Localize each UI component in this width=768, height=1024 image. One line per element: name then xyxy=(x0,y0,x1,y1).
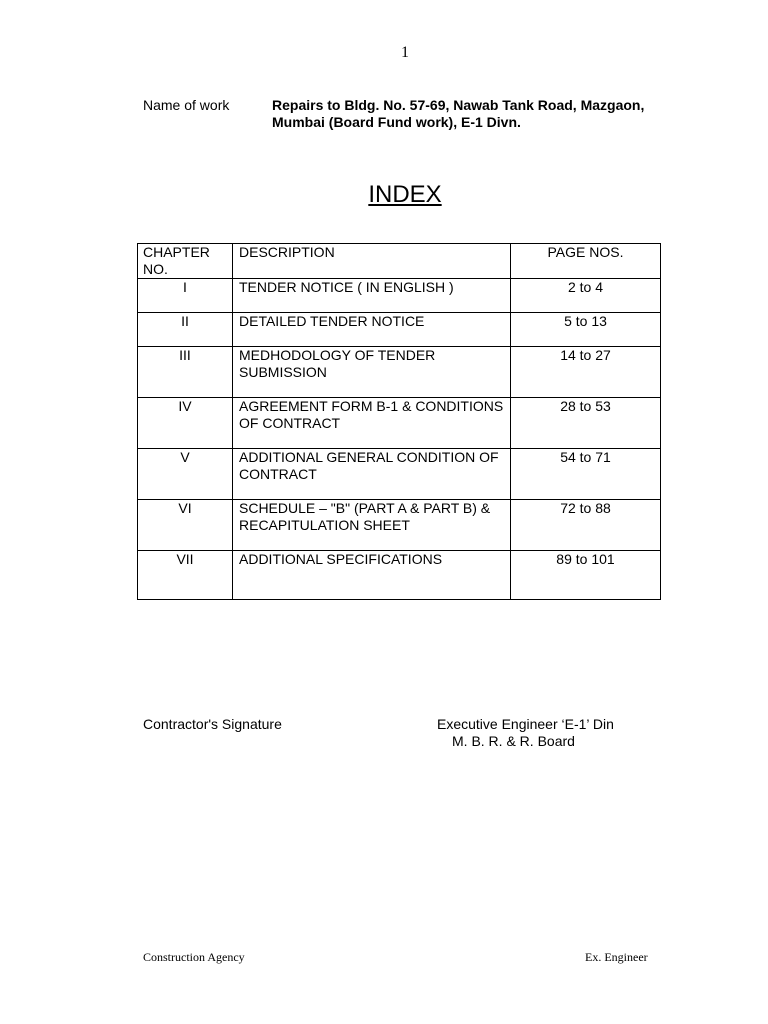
description-cell: AGREEMENT FORM B-1 & CONDITIONS OF CONTRACT xyxy=(233,398,511,449)
table-row xyxy=(138,500,661,551)
pages-cell: 72 to 88 xyxy=(511,500,661,551)
table-header-row xyxy=(138,244,661,279)
table-row xyxy=(138,449,661,500)
board-name: M. B. R. & R. Board xyxy=(452,733,575,749)
description-cell: ADDITIONAL SPECIFICATIONS xyxy=(233,551,511,600)
description-cell: TENDER NOTICE ( IN ENGLISH ) xyxy=(233,279,511,313)
pages-cell: 2 to 4 xyxy=(511,279,661,313)
pages-cell: 89 to 101 xyxy=(511,551,661,600)
chapter-cell: IV xyxy=(138,398,233,449)
header-chapter: CHAPTER NO. xyxy=(138,244,233,279)
footer-construction-agency: Construction Agency xyxy=(143,950,245,964)
executive-engineer-signature xyxy=(437,716,614,750)
pages-cell: 28 to 53 xyxy=(511,398,661,449)
executive-engineer-title: Executive Engineer ‘E-1’ Din xyxy=(437,716,614,732)
chapter-cell: VI xyxy=(138,500,233,551)
name-of-work-value xyxy=(272,97,672,131)
work-line-2: Mumbai (Board Fund work), E-1 Divn. xyxy=(272,114,521,130)
contractor-signature-label: Contractor's Signature xyxy=(143,716,282,732)
work-line-1: Repairs to Bldg. No. 57-69, Nawab Tank Road, Mazgaon, xyxy=(272,97,645,113)
description-cell: DETAILED TENDER NOTICE xyxy=(233,313,511,347)
table-row xyxy=(138,279,661,313)
pages-cell: 14 to 27 xyxy=(511,347,661,398)
table-row xyxy=(138,347,661,398)
index-table xyxy=(137,243,661,600)
chapter-cell: II xyxy=(138,313,233,347)
description-cell: SCHEDULE – "B" (PART A & PART B) & RECAPITULATION SHEET xyxy=(233,500,511,551)
pages-cell: 5 to 13 xyxy=(511,313,661,347)
page-number: 1 xyxy=(401,44,409,61)
pages-cell: 54 to 71 xyxy=(511,449,661,500)
chapter-cell: I xyxy=(138,279,233,313)
description-cell: MEDHODOLOGY OF TENDER SUBMISSION xyxy=(233,347,511,398)
chapter-cell: V xyxy=(138,449,233,500)
name-of-work-label: Name of work xyxy=(143,97,230,113)
chapter-cell: III xyxy=(138,347,233,398)
index-title: INDEX xyxy=(368,181,442,208)
table-row xyxy=(138,551,661,600)
footer-ex-engineer: Ex. Engineer xyxy=(585,950,648,964)
header-page-nos: PAGE NOS. xyxy=(511,244,661,279)
header-description: DESCRIPTION xyxy=(233,244,511,279)
chapter-cell: VII xyxy=(138,551,233,600)
table-row xyxy=(138,313,661,347)
description-cell: ADDITIONAL GENERAL CONDITION OF CONTRACT xyxy=(233,449,511,500)
table-row xyxy=(138,398,661,449)
